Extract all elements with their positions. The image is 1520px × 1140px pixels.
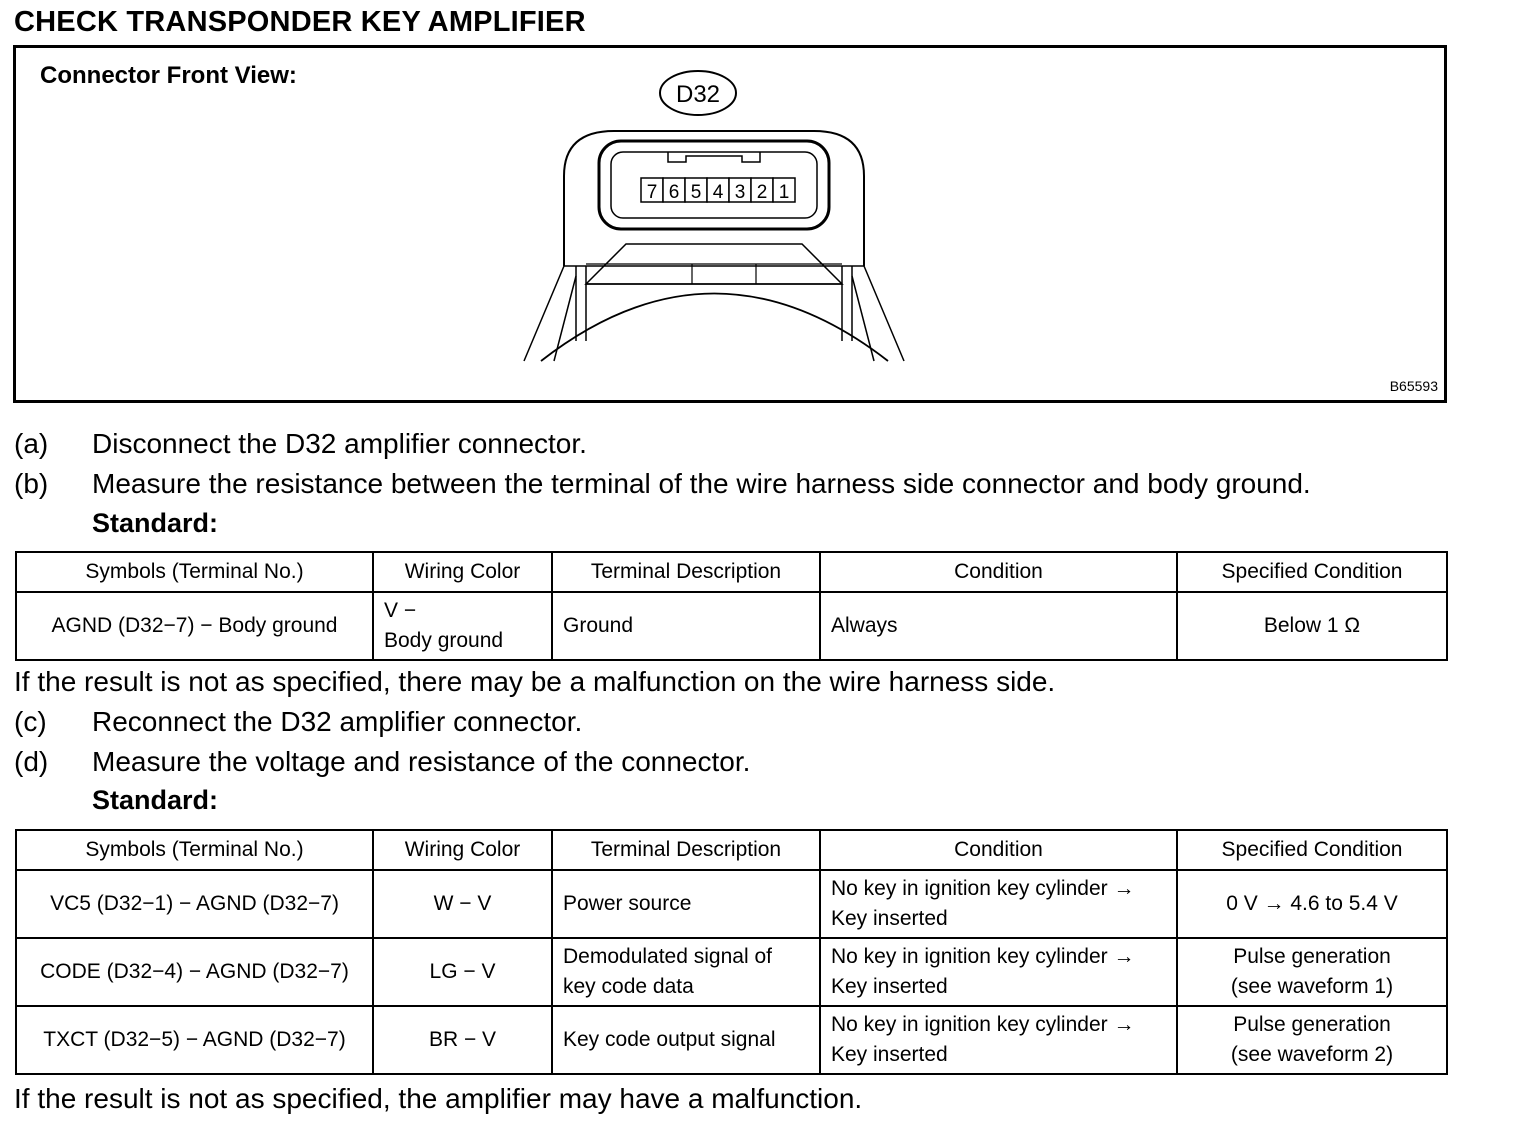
cell-wiring-color: BR − V — [373, 1006, 552, 1074]
cell-description-line2: key code data — [563, 975, 694, 998]
note-harness: If the result is not as specified, there may be a malfunction on the wire harness side. — [14, 666, 1056, 697]
pin-label-4: 4 — [712, 182, 724, 203]
cell-symbols: VC5 (D32−1) − AGND (D32−7) — [16, 870, 373, 938]
step-a — [14, 427, 587, 461]
header-terminal-description: Terminal Description — [552, 552, 820, 592]
header-specified-condition: Specified Condition — [1177, 552, 1447, 592]
cell-wiring-line2: Body ground — [384, 629, 504, 652]
standard-label-2: Standard: — [92, 785, 219, 815]
table-header-row — [16, 830, 1447, 870]
table-row — [16, 938, 1447, 1006]
cell-wiring-line1: V − — [384, 599, 417, 622]
cell-wiring-color — [373, 592, 552, 660]
cell-condition — [820, 1006, 1177, 1074]
header-condition: Condition — [820, 830, 1177, 870]
standard-label-1: Standard: — [92, 508, 219, 538]
cell-condition-line2: Key inserted — [831, 975, 948, 998]
step-a-label: (a) — [14, 428, 49, 459]
cell-wiring-color: LG − V — [373, 938, 552, 1006]
voltage-table — [15, 829, 1448, 1075]
header-symbols: Symbols (Terminal No.) — [16, 830, 373, 870]
step-b-text: Measure the resistance between the terminal of the wire harness side connector and body ground. — [92, 468, 1311, 499]
cell-specified-line2: (see waveform 1) — [1230, 975, 1394, 998]
pin-label-7: 7 — [646, 182, 658, 203]
step-a-text: Disconnect the D32 amplifier connector. — [92, 428, 587, 459]
cell-condition-line1: No key in ignition key cylinder → — [831, 1013, 1135, 1036]
cell-specified — [1177, 870, 1447, 938]
cell-specified-line1: Pulse generation — [1233, 1013, 1391, 1036]
step-c-label: (c) — [14, 706, 47, 737]
figure-label: Connector Front View: — [40, 62, 297, 89]
note-amplifier: If the result is not as specified, the amplifier may have a malfunction. — [14, 1083, 863, 1114]
cell-description-line1: Demodulated signal of — [563, 945, 772, 968]
cell-description-line1: Key code output signal — [563, 1028, 776, 1051]
cell-description — [552, 870, 820, 938]
cell-specified-line1: 0 V → 4.6 to 5.4 V — [1226, 892, 1398, 915]
cell-specified — [1177, 938, 1447, 1006]
pin-label-3: 3 — [734, 182, 746, 203]
step-c-text: Reconnect the D32 amplifier connector. — [92, 706, 583, 737]
cell-specified-line2: (see waveform 2) — [1230, 1043, 1394, 1066]
pin-label-6: 6 — [668, 182, 680, 203]
cell-description: Ground — [552, 592, 820, 660]
page-title: CHECK TRANSPONDER KEY AMPLIFIER — [14, 6, 586, 38]
pin-row — [641, 178, 795, 203]
step-d — [14, 745, 750, 779]
cell-specified: Below 1 Ω — [1177, 592, 1447, 660]
pin-label-5: 5 — [690, 182, 702, 203]
cell-symbols: TXCT (D32−5) − AGND (D32−7) — [16, 1006, 373, 1074]
table-row — [16, 870, 1447, 938]
cell-description — [552, 1006, 820, 1074]
cell-description-line1: Power source — [563, 892, 692, 915]
header-specified-condition: Specified Condition — [1177, 830, 1447, 870]
cell-condition-line1: No key in ignition key cylinder → — [831, 945, 1135, 968]
connector-drawing — [496, 66, 936, 366]
pin-label-1: 1 — [778, 182, 790, 203]
connector-figure — [13, 45, 1447, 403]
resistance-table — [15, 551, 1448, 661]
header-terminal-description: Terminal Description — [552, 830, 820, 870]
table-header-row — [16, 552, 1447, 592]
table-row — [16, 1006, 1447, 1074]
figure-code: B65593 — [1389, 378, 1438, 394]
cell-description — [552, 938, 820, 1006]
cell-wiring-color: W − V — [373, 870, 552, 938]
cell-specified — [1177, 1006, 1447, 1074]
cell-condition-line1: No key in ignition key cylinder → — [831, 877, 1135, 900]
cell-symbols: AGND (D32−7) − Body ground — [16, 592, 373, 660]
cell-condition-line2: Key inserted — [831, 907, 948, 930]
header-wiring-color: Wiring Color — [373, 830, 552, 870]
connector-id-text: D32 — [675, 81, 721, 108]
cell-condition: Always — [820, 592, 1177, 660]
cell-condition-line2: Key inserted — [831, 1043, 948, 1066]
header-condition: Condition — [820, 552, 1177, 592]
cell-symbols: CODE (D32−4) − AGND (D32−7) — [16, 938, 373, 1006]
step-d-text: Measure the voltage and resistance of the connector. — [92, 746, 751, 777]
step-d-label: (d) — [14, 746, 49, 777]
step-b-label: (b) — [14, 468, 49, 499]
step-c — [14, 705, 582, 739]
pin-label-2: 2 — [756, 182, 768, 203]
cell-condition — [820, 870, 1177, 938]
header-wiring-color: Wiring Color — [373, 552, 552, 592]
cell-condition — [820, 938, 1177, 1006]
header-symbols: Symbols (Terminal No.) — [16, 552, 373, 592]
table-row — [16, 592, 1447, 660]
cell-specified-line1: Pulse generation — [1233, 945, 1391, 968]
step-b — [14, 467, 1311, 501]
